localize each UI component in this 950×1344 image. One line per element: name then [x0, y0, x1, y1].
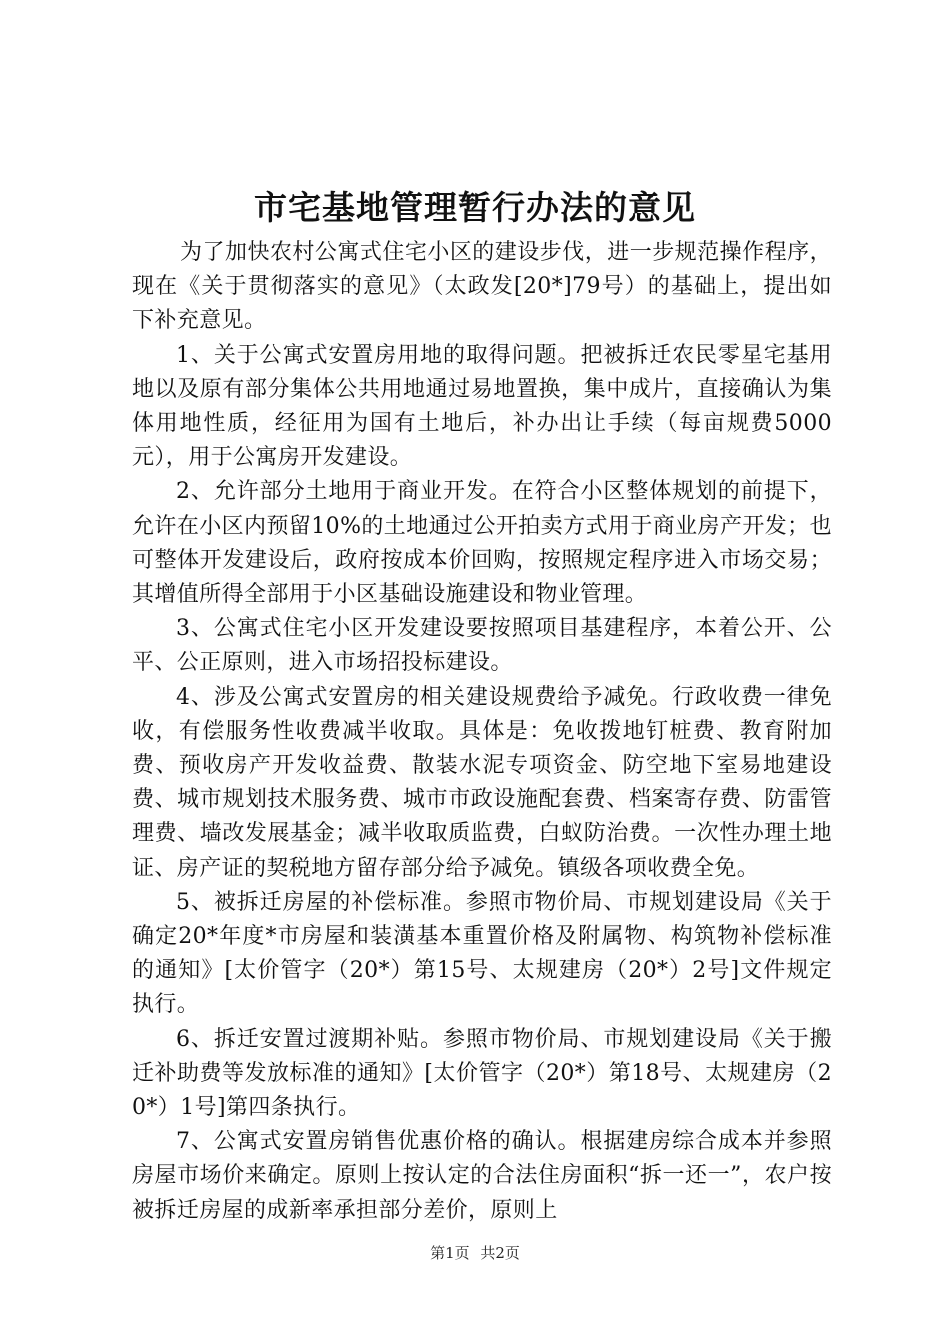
page-footer: [0, 1242, 950, 1264]
paragraph-item-6: 6、拆迁安置过渡期补贴。参照市物价局、市规划建设局《关于搬迁补助费等发放标准的通知》[太价管字（20*）第18号、太规建房（20*）1号]第四条执行。: [132, 1026, 832, 1121]
paragraph-item-5: 5、被拆迁房屋的补偿标准。参照市物价局、市规划建设局《关于确定20*年度*市房屋和装潢基本重置价格及附属物、构筑物补偿标准的通知》[太价管字（20*）第15号、太规建房（20*）2号]文件规定执行。: [132, 889, 832, 1018]
page-total: 共2页: [480, 1244, 520, 1262]
paragraph-item-7: 7、公寓式安置房销售优惠价格的确认。根据建房综合成本并参照房屋市场价来确定。原则上按认定的合法住房面积“拆一还一”，农户按被拆迁房屋的成新率承担部分差价，原则上: [132, 1129, 832, 1223]
paragraph-item-1: 1、关于公寓式安置房用地的取得问题。把被拆迁农民零星宅基用地以及原有部分集体公共用地通过易地置换，集中成片，直接确认为集体用地性质，经征用为国有土地后，补办出让手续（每亩规费5000元），用于公寓房开发建设。: [132, 342, 832, 471]
page-number: 第1页: [430, 1244, 470, 1262]
paragraph-item-3: 3、公寓式住宅小区开发建设要按照项目基建程序，本着公开、公平、公正原则，进入市场招投标建设。: [132, 616, 832, 676]
intro-paragraph: 为了加快农村公寓式住宅小区的建设步伐，进一步规范操作程序，现在《关于贯彻落实的意见》（太政发[20*]79号）的基础上，提出如下补充意见。: [132, 240, 832, 334]
document-title: 市宅基地管理暂行办法的意见: [254, 188, 696, 227]
paragraph-item-4: 4、涉及公寓式安置房的相关建设规费给予减免。行政收费一律免收，有偿服务性收费减半收取。具体是：免收拨地钉桩费、教育附加费、预收房产开发收益费、散装水泥专项资金、防空地下室易地建设费、城市规划技术服务费、城市市政设施配套费、档案寄存费、防雷管理费、墙改发展基金；减半收取质监费，白蚁防治费。一次性办理土地证、房产证的契税地方留存部分给予减免。镇级各项收费全免。: [132, 684, 832, 881]
paragraph-item-2: 2、允许部分土地用于商业开发。在符合小区整体规划的前提下，允许在小区内预留10%的土地通过公开拍卖方式用于商业房产开发；也可整体开发建设后，政府按成本价回购，按照规定程序进入市场交易；其增值所得全部用于小区基础设施建设和物业管理。: [132, 479, 832, 608]
document-body: [132, 236, 832, 1228]
